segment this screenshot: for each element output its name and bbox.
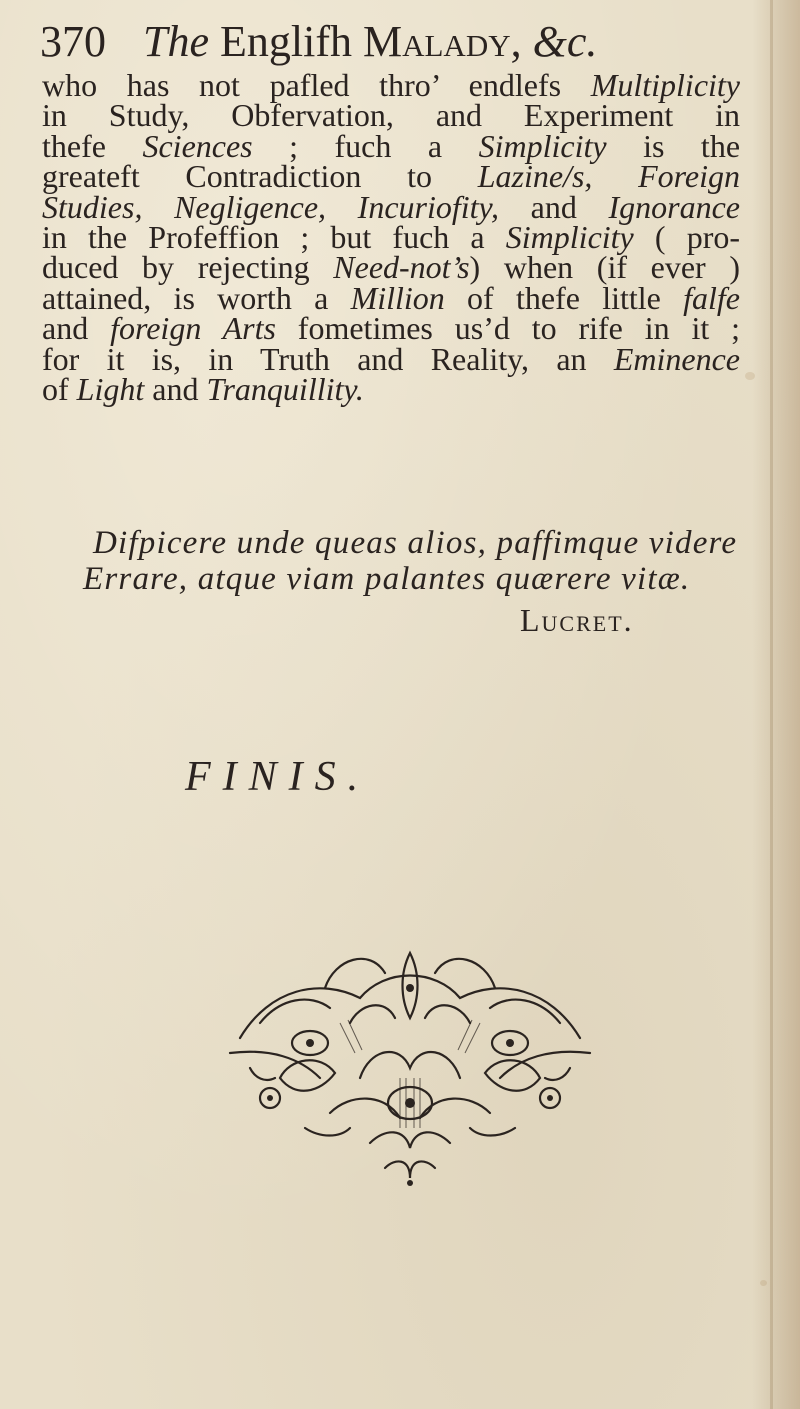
roman-text: and [42,310,111,347]
italic-text: Eminence [613,340,740,377]
foxing-spot [745,372,755,380]
body-line [42,279,740,316]
roman-text: who has not pafled thro’ endlefs [42,67,591,103]
roman-text: ) when (if ever ) [469,249,740,286]
body-line [42,158,741,195]
running-head-title-the: The [143,17,209,66]
body-line [42,97,740,134]
running-head [40,14,740,70]
italic-text: Studies, Negligence, Incuriofity, [42,188,499,225]
verse-attribution: Lucret. [520,602,634,638]
italic-text: Lazine/s, Foreign [477,158,741,195]
italic-text: foreign Arts [110,310,276,347]
italic-text: Ignorance [608,188,740,225]
italic-text: Million [350,279,445,316]
roman-text: fometimes us’d to rife in it ; [275,310,740,347]
italic-text: Sciences [142,127,253,164]
body-line [42,218,741,255]
italic-text: Multiplicity [590,67,740,103]
roman-text: for it is, in Truth and Reality, an [42,340,614,377]
page-edge-shadow [752,0,800,1409]
running-head-title: Englifh [220,17,352,66]
roman-text: of [42,370,77,407]
body-line [42,370,740,407]
page-number: 370 [40,17,106,66]
italic-text: Simplicity [478,127,607,164]
body-line [42,310,740,347]
roman-text: duced by rejecting [42,249,334,286]
roman-text: and [144,370,207,407]
body-line [42,340,740,377]
body-line [42,67,740,103]
italic-text: Need-not’s [333,249,470,286]
roman-text: is the [606,127,741,164]
body-line [42,249,740,286]
running-head-etc: &c. [532,17,598,66]
roman-text: attained, is worth a [42,279,351,316]
italic-text: falfe [683,279,740,316]
tailpiece-ornament [210,928,610,1198]
roman-text: in Study, Obfervation, and Experiment in [42,97,740,134]
roman-text: ( pro- [633,218,741,255]
roman-text: in the Profeffion ; but fuch a [42,218,506,255]
body-paragraph [42,67,741,407]
foxing-spot [760,1280,767,1286]
verse-line-2: Errare, atque viam palantes quærere vitæ. [83,561,691,597]
running-head-title-smallcaps: Malady, [362,17,522,66]
body-line [42,188,740,225]
roman-text: and [498,188,609,225]
roman-text: ; fuch a [252,127,479,164]
roman-text: greateft Contradiction to [42,158,478,195]
roman-text: of thefe little [444,279,684,316]
finis-heading: FINIS. [185,754,371,800]
italic-text: Tranquillity. [206,370,364,407]
roman-text: thefe [42,127,143,164]
italic-text: Simplicity [505,218,634,255]
verse-line-1: Difpicere unde queas alios, paffimque videre [93,525,738,561]
italic-text: Light [76,370,145,407]
body-line [42,127,741,164]
latin-verse [83,525,738,597]
